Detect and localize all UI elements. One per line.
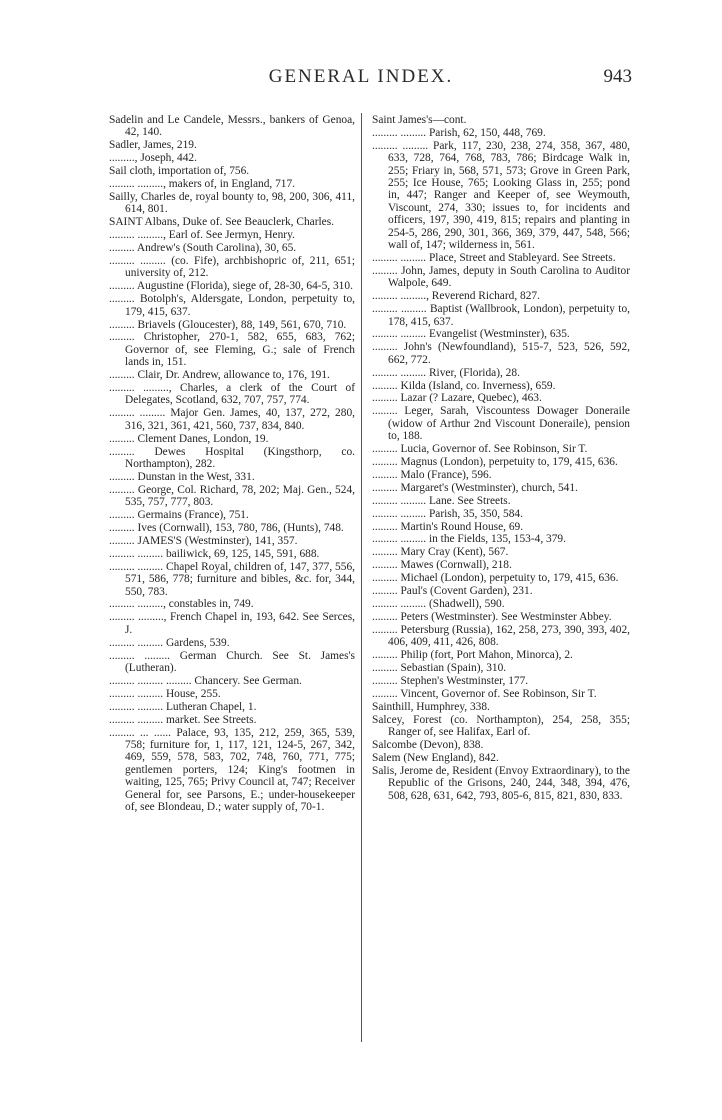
page-header <box>0 66 722 90</box>
index-entry: Salis, Jerome de, Resident (Envoy Extraordinary), to the Republic of the Grisons, 240, 244, 348, 394, 476, 508, 628, 631, 642, 793, 805-6, 815, 821, 830, 833. <box>372 764 630 802</box>
index-entry: ......... Augustine (Florida), siege of, 28-30, 64-5, 310. <box>109 280 353 293</box>
index-entry: ......... ... ...... Palace, 93, 135, 212, 259, 365, 539, 758; furniture for, 1, 117, 121, 124-5, 267, 342, 469, 559, 578, 583, 702, 748, 760, 771, 775; gentlemen porters, 124; King's footmen in waiting, 125, 765; Privy Council at, 747; Receiver General for, see Parsons, E.; under-housekeeper of, see Blondeau, D.; water supply of, 70-1. <box>109 726 355 813</box>
index-entry: ......... Malo (France), 596. <box>372 468 492 481</box>
index-entry: ......... Mawes (Cornwall), 218. <box>372 559 512 572</box>
index-entry: ......... ......... House, 255. <box>109 687 221 700</box>
index-entry: ......... ......... Park, 117, 230, 238, 274, 358, 367, 480, 633, 728, 764, 768, 783, 786; Birdcage Walk in, 255; Friary in, 568, 571, 573; Grove in Green Park, 255; Ice House, 765; Looking Glass in, 255; pond in, 447; Ranger and Keeper of, see Weymouth, Viscount, 274, 330; issues to, for incidents and officers, 197, 390, 419, 815; repairs and planting in 254-5, 286, 290, 301, 366, 369, 379, 447, 548, 566; wall of, 147; wilderness in, 561. <box>372 139 630 252</box>
index-entry: Saint James's—cont. <box>372 114 467 126</box>
index-entry: ......... Sebastian (Spain), 310. <box>372 661 507 674</box>
index-entry: ......... John, James, deputy in South Carolina to Auditor Walpole, 649. <box>372 264 630 290</box>
column-divider <box>361 113 362 1042</box>
index-entry: ......... Briavels (Gloucester), 88, 149, 561, 670, 710. <box>109 318 347 331</box>
index-entry: Salcey, Forest (co. Northampton), 254, 258, 355; Ranger of, see Halifax, Earl of. <box>372 713 630 738</box>
index-entry: Sail cloth, importation of, 756. <box>109 165 250 178</box>
page-number: 943 <box>603 66 632 87</box>
index-entry: ......... George, Col. Richard, 78, 202; Maj. Gen., 524, 535, 757, 777, 803. <box>109 483 355 509</box>
index-entry: ......... ........., Earl of. See Jermyn, Henry. <box>109 229 295 242</box>
index-entry: Salcombe (Devon), 838. <box>372 738 484 751</box>
index-entry: ......... ......... Parish, 35, 350, 584. <box>372 507 523 520</box>
index-entry: ......... ......... in the Fields, 135, 153-4, 379. <box>372 533 566 546</box>
index-entry: ......... ......... market. See Streets. <box>109 713 257 726</box>
index-entry: ......... ......... Baptist (Wallbrook, London), perpetuity to, 178, 415, 637. <box>372 303 630 328</box>
page-title: GENERAL INDEX. <box>268 66 454 87</box>
index-entry: ......... ......... River, (Florida), 28. <box>372 366 520 379</box>
index-column-left <box>109 114 355 813</box>
index-entry: ......... ......... (Shadwell), 590. <box>372 597 505 610</box>
index-entry: ......... Christopher, 270-1, 582, 655, 683, 762; Governor of, see Fleming, G.; sale of French lands in, 151. <box>109 331 355 369</box>
index-entry: SAINT Albans, Duke of. See Beauclerk, Charles. <box>109 216 335 229</box>
index-entry: ......... ........., Charles, a clerk of the Court of Delegates, Scotland, 632, 707, 757, 774. <box>109 382 355 407</box>
index-entry: ......... ......... Lutheran Chapel, 1. <box>109 700 257 713</box>
index-entry: ......... Margaret's (Westminster), church, 541. <box>372 481 578 494</box>
index-entry: ......... Stephen's Westminster, 177. <box>372 674 529 687</box>
index-entry: ......... Magnus (London), perpetuity to, 179, 415, 636. <box>372 455 618 468</box>
index-column-right <box>372 114 630 802</box>
index-entry: ......... Peters (Westminster). See Westminster Abbey. <box>372 610 612 623</box>
index-entry: ......... ......... Place, Street and Stableyard. See Streets. <box>372 251 616 264</box>
index-entry: ......... ......... Chapel Royal, children of, 147, 377, 556, 571, 586, 778; furniture and bibles, &c. for, 344, 550, 783. <box>109 560 355 598</box>
index-entry: ......... Vincent, Governor of. See Robinson, Sir T. <box>372 687 597 700</box>
index-entry: ......... Leger, Sarah, Viscountess Dowager Doneraile (widow of Arthur 2nd Viscount Doneraile), pension to, 188. <box>372 405 630 443</box>
index-entry: ......... Petersburg (Russia), 162, 258, 273, 390, 393, 402, 406, 409, 411, 426, 808. <box>372 623 630 649</box>
index-entry: ......... ........., makers of, in England, 717. <box>109 178 296 191</box>
index-entry: Sailly, Charles de, royal bounty to, 98, 200, 306, 411, 614, 801. <box>109 190 355 216</box>
index-entry: ......... Mary Cray (Kent), 567. <box>372 546 509 559</box>
index-entry: Sadler, James, 219. <box>109 139 197 152</box>
index-entry: ......... ........., constables in, 749. <box>109 598 254 611</box>
index-entry: ......... ......... ......... Chancery. See German. <box>109 674 302 687</box>
index-entry: Salem (New England), 842. <box>372 751 499 764</box>
index-entry: ......... Martin's Round House, 69. <box>372 520 524 533</box>
index-entry: ......... ......... Lane. See Streets. <box>372 494 511 507</box>
index-entry: ......... Kilda (Island, co. Inverness), 659. <box>372 379 556 392</box>
index-entry: ......... Dewes Hospital (Kingsthorp, co. Northampton), 282. <box>109 445 355 470</box>
index-entry: ......... ......... German Church. See St. James's (Lutheran). <box>109 649 355 674</box>
index-entry: ......... JAMES'S (Westminster), 141, 357. <box>109 534 298 547</box>
index-entry: ......... ......... Gardens, 539. <box>109 636 230 649</box>
index-entry: ......... Clement Danes, London, 19. <box>109 432 269 445</box>
index-entry: ......... ......... Evangelist (Westminster), 635. <box>372 328 570 341</box>
index-entry: ......... Germains (France), 751. <box>109 509 249 522</box>
index-entry: ......... ......... (co. Fife), archbishopric of, 211, 651; university of, 212. <box>109 254 355 280</box>
index-entry: ......... ......... Major Gen. James, 40, 137, 272, 280, 316, 321, 361, 421, 560, 737, 834, 840. <box>109 407 355 432</box>
index-entry: ......... Philip (fort, Port Mahon, Minorca), 2. <box>372 649 573 662</box>
index-entry: ......... Lazar (? Lazare, Quebec), 463. <box>372 392 542 405</box>
index-entry: ......... ........., French Chapel in, 193, 642. See Serces, J. <box>109 611 355 636</box>
index-entry: ......... ......... Parish, 62, 150, 448, 769. <box>372 126 546 139</box>
index-entry: ........., Joseph, 442. <box>109 152 197 165</box>
index-entry: ......... Paul's (Covent Garden), 231. <box>372 585 533 598</box>
index-entry: ......... Botolph's, Aldersgate, London, perpetuity to, 179, 415, 637. <box>109 293 355 318</box>
index-entry: ......... Clair, Dr. Andrew, allowance to, 176, 191. <box>109 369 330 382</box>
index-entry: ......... John's (Newfoundland), 515-7, 523, 526, 592, 662, 772. <box>372 341 630 366</box>
index-entry: ......... Dunstan in the West, 331. <box>109 470 255 483</box>
index-entry: Sadelin and Le Candele, Messrs., bankers of Genoa, 42, 140. <box>109 114 355 139</box>
index-entry: ......... Michael (London), perpetuity to, 179, 415, 636. <box>372 572 619 585</box>
index-entry: ......... Lucia, Governor of. See Robinson, Sir T. <box>372 443 588 456</box>
index-entry: ......... ......... bailiwick, 69, 125, 145, 591, 688. <box>109 547 320 560</box>
index-entry: ......... ........., Reverend Richard, 827. <box>372 290 540 303</box>
index-entry: ......... Andrew's (South Carolina), 30, 65. <box>109 242 297 255</box>
index-entry: ......... Ives (Cornwall), 153, 780, 786, (Hunts), 748. <box>109 522 344 534</box>
index-entry: Sainthill, Humphrey, 338. <box>372 700 490 713</box>
